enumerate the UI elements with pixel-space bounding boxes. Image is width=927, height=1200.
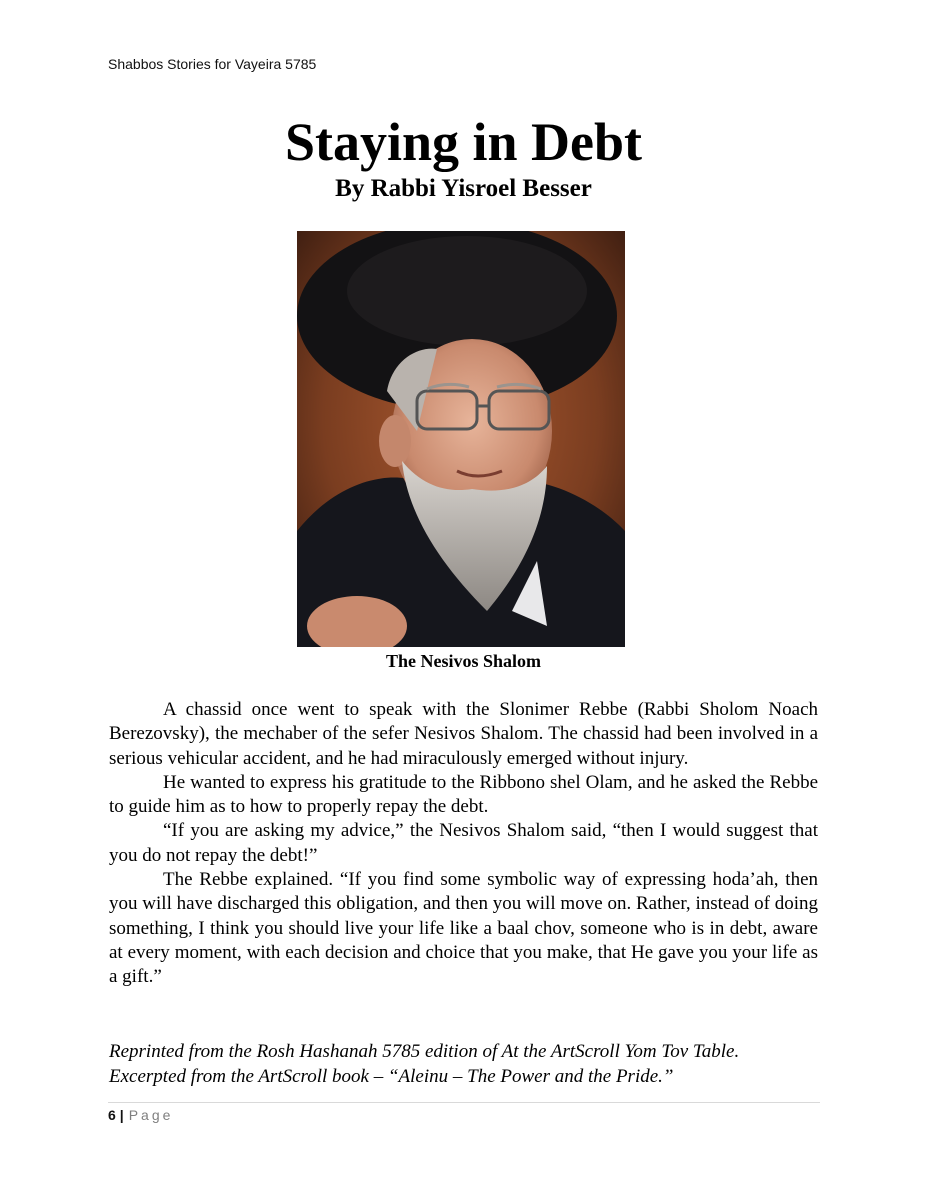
photo-caption: The Nesivos Shalom bbox=[385, 651, 542, 671]
article-title: Staying in Debt bbox=[284, 112, 643, 172]
page-number: 6 bbox=[108, 1107, 116, 1123]
running-header: Shabbos Stories for Vayeira 5785 bbox=[108, 56, 317, 72]
credit-line: Excerpted from the ArtScroll book – “Aleinu – The Power and the Pride.” bbox=[109, 1065, 674, 1087]
paragraph: The Rebbe explained. “If you find some symbolic way of expressing hoda’ah, then you will have discharged this obligation, and then you will move on. Rather, instead of doing something, I think you should live your life like a baal chov, someone who is in debt, aware at every moment, with each decision and choice that you make, that He gave you your life as a gift.” bbox=[109, 869, 818, 988]
portrait-photo bbox=[297, 231, 625, 647]
paragraph: “If you are asking my advice,” the Nesivos Shalom said, “then I would suggest that you do not repay the debt!” bbox=[109, 820, 818, 866]
credits bbox=[109, 1040, 849, 1089]
article-byline: By Rabbi Yisroel Besser bbox=[335, 175, 592, 202]
page-footer bbox=[108, 1107, 173, 1123]
article-body bbox=[109, 698, 818, 990]
footer-divider bbox=[108, 1102, 820, 1103]
page-label: Page bbox=[128, 1107, 174, 1123]
credit-line: Reprinted from the Rosh Hashanah 5785 edition of At the ArtScroll Yom Tov Table. bbox=[109, 1041, 740, 1062]
paragraph: A chassid once went to speak with the Slonimer Rebbe (Rabbi Sholom Noach Berezovsky), the mechaber of the sefer Nesivos Shalom. The chassid had been involved in a serious vehicular accident, and he had miraculously emerged without injury. bbox=[109, 699, 818, 769]
footer-separator: | bbox=[119, 1107, 124, 1123]
paragraph: He wanted to express his gratitude to the Ribbono shel Olam, and he asked the Rebbe to guide him as to how to properly repay the debt. bbox=[109, 771, 818, 818]
